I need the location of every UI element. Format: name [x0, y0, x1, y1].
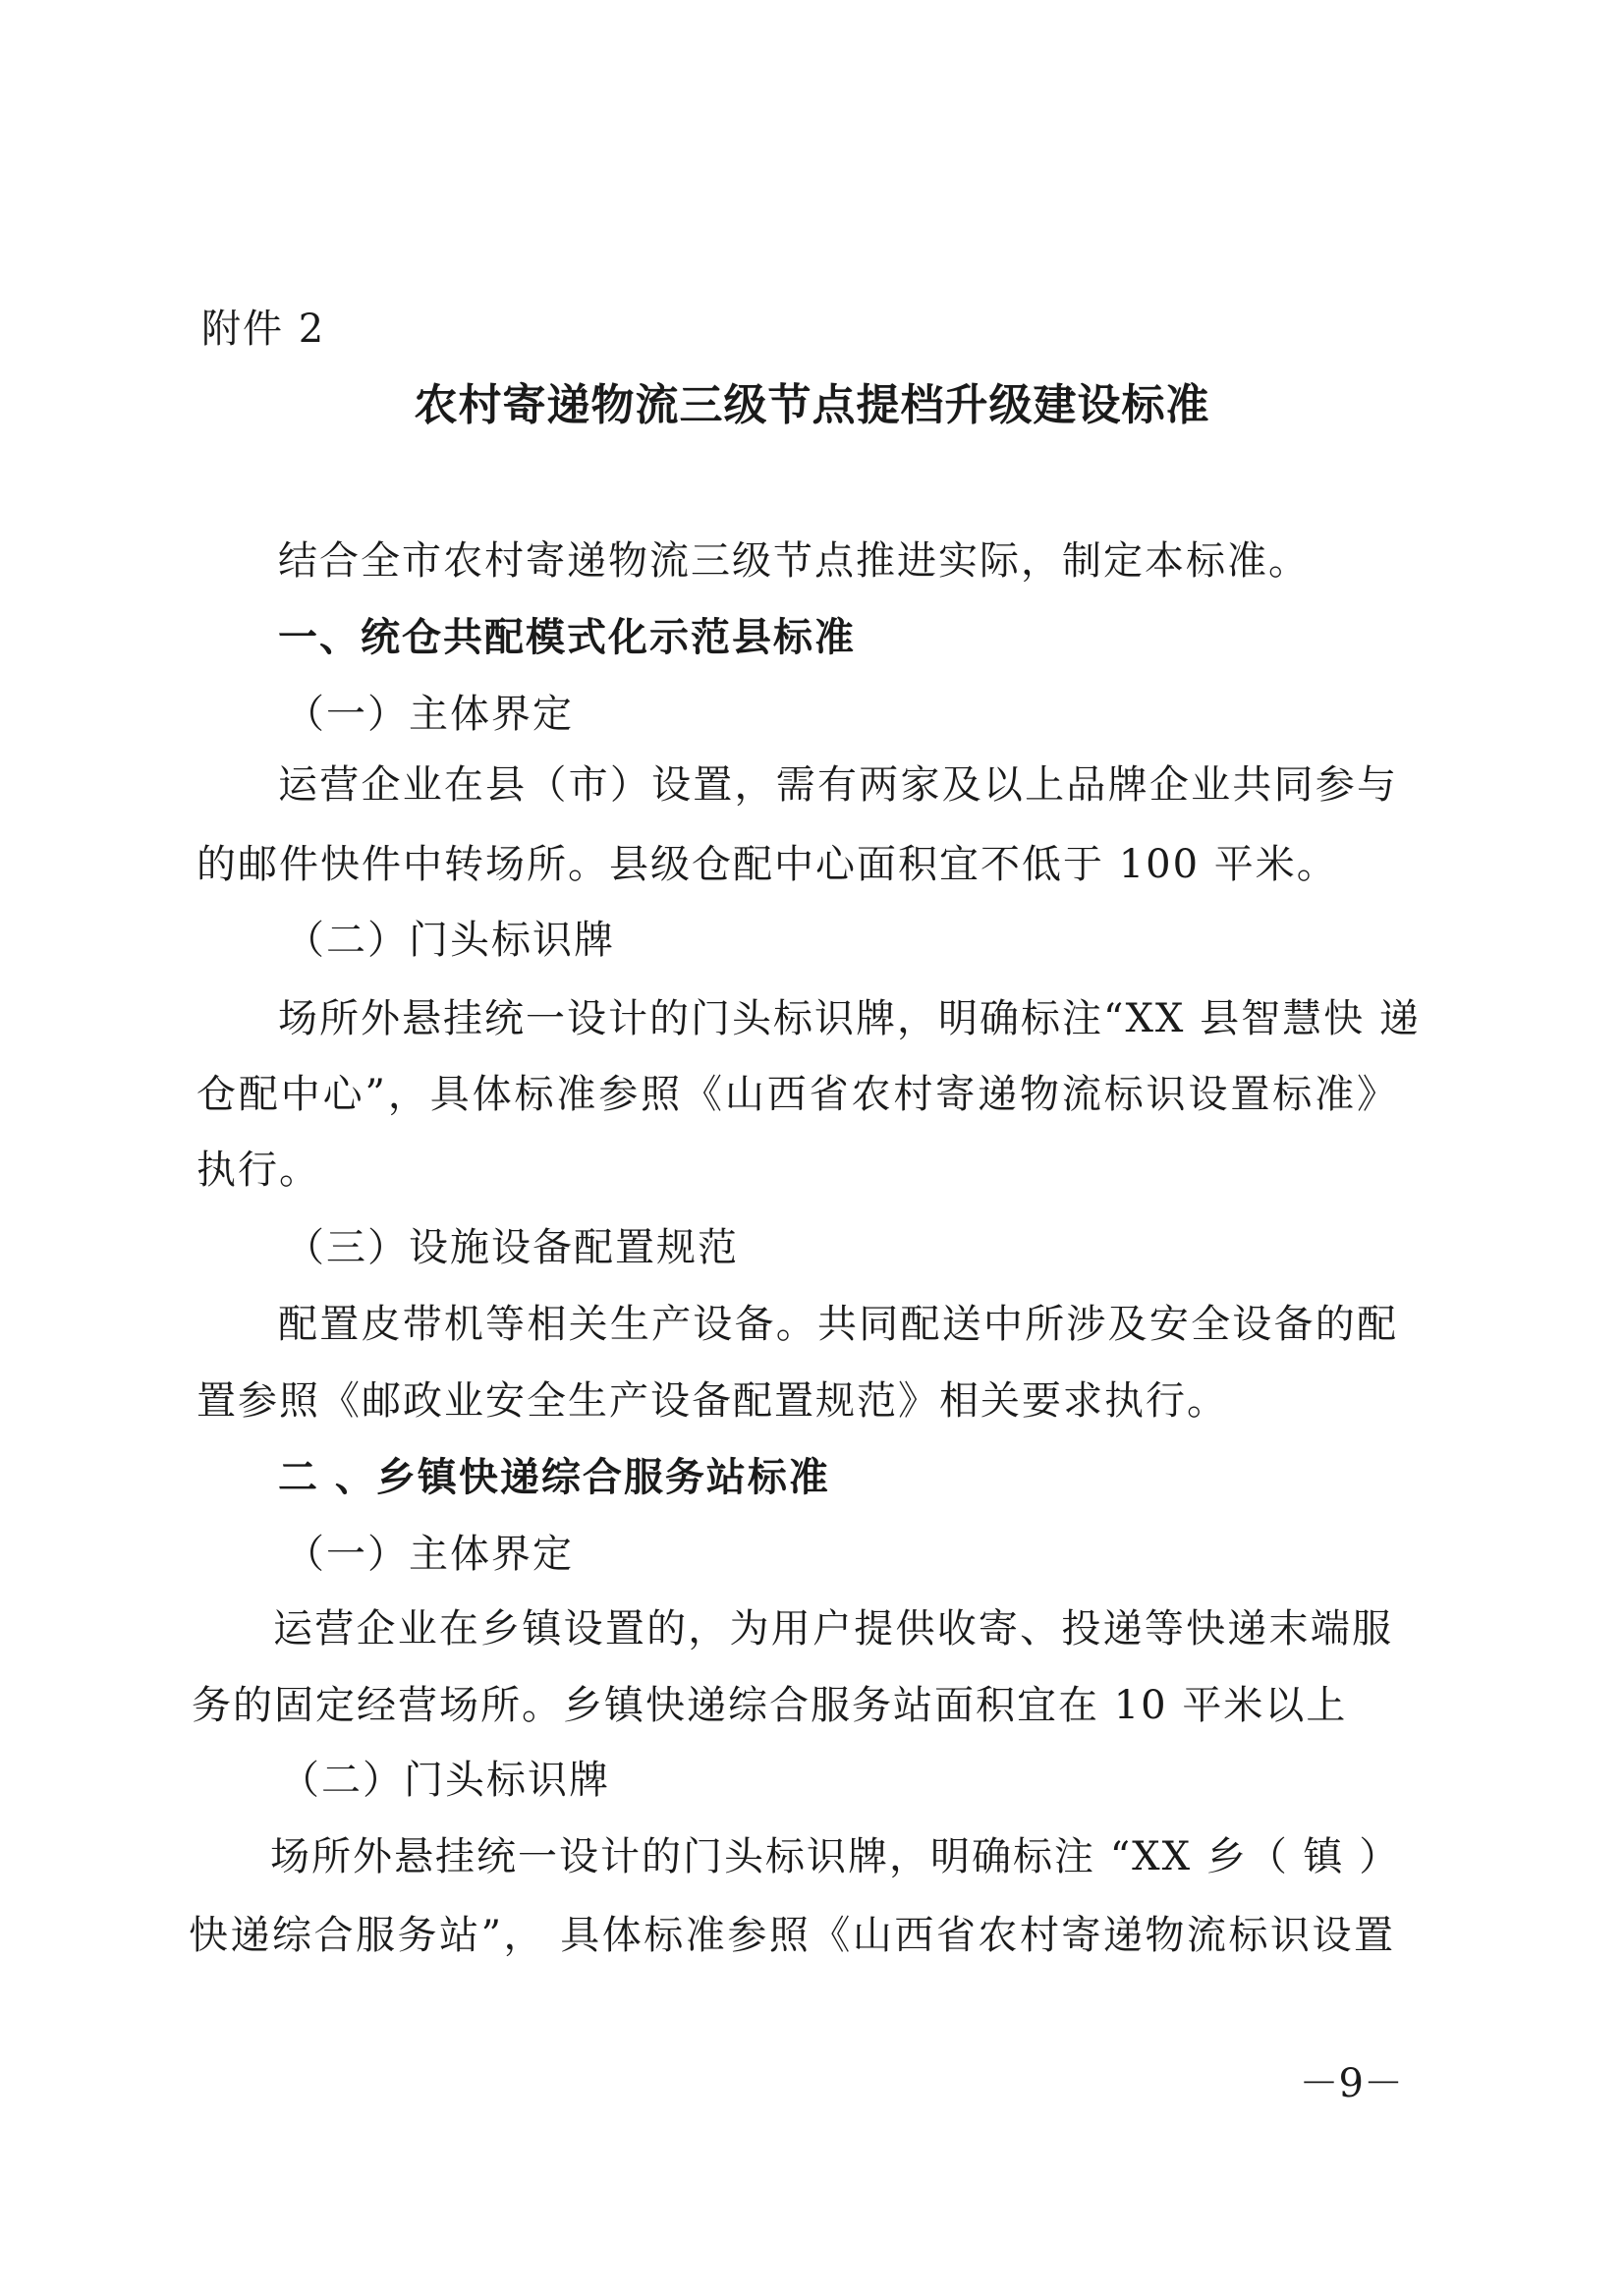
document-title: 农村寄递物流三级节点提档升级建设标准 — [414, 380, 1210, 430]
section-heading-2: 二 、乡镇快递综合服务站标准 — [278, 1454, 830, 1500]
subsection-heading: （一）主体界定 — [285, 1532, 574, 1577]
intro-paragraph: 结合全市农村寄递物流三级节点推进实际，制定本标准。 — [278, 538, 1310, 584]
attachment-label: 附件 2 — [201, 307, 326, 352]
subsection-heading: （三）设施设备配置规范 — [285, 1225, 739, 1270]
paragraph-line: 仓配中心”，具体标准参照《山西省农村寄递物流标识设置标准》 — [196, 1072, 1398, 1117]
paragraph-line: 执行。 — [196, 1148, 320, 1193]
subsection-heading: （一）主体界定 — [285, 692, 574, 737]
paragraph-line: 置参照《邮政业安全生产设备配置规范》相关要求执行。 — [196, 1378, 1228, 1424]
paragraph-line: 运营企业在县（市）设置，需有两家及以上品牌企业共同参与 — [278, 762, 1398, 808]
paragraph-line: 场所外悬挂统一设计的门头标识牌，明确标注 “XX 乡（ 镇 ） — [270, 1834, 1401, 1879]
section-heading-1: 一、统仓共配模式化示范县标准 — [278, 614, 856, 660]
subsection-heading: （二）门头标识牌 — [285, 918, 615, 963]
paragraph-line: 场所外悬挂统一设计的门头标识牌，明确标注“XX 县智慧快 递 — [278, 996, 1421, 1041]
paragraph-line: 运营企业在乡镇设置的，为用户提供收寄、投递等快递末端服 — [273, 1606, 1393, 1652]
subsection-heading: （二）门头标识牌 — [280, 1758, 610, 1803]
paragraph-line: 的邮件快件中转场所。县级仓配中心面积宜不低于 100 平米。 — [196, 842, 1338, 887]
paragraph-line: 配置皮带机等相关生产设备。共同配送中所涉及安全设备的配 — [278, 1302, 1398, 1347]
paragraph-line: 务的固定经营场所。乡镇快递综合服务站面积宜在 10 平米以上 — [192, 1683, 1348, 1728]
paragraph-line: 快递综合服务站”， 具体标准参照《山西省农村寄递物流标识设置 — [189, 1913, 1395, 1958]
page-number: －9－ — [1299, 2061, 1403, 2106]
